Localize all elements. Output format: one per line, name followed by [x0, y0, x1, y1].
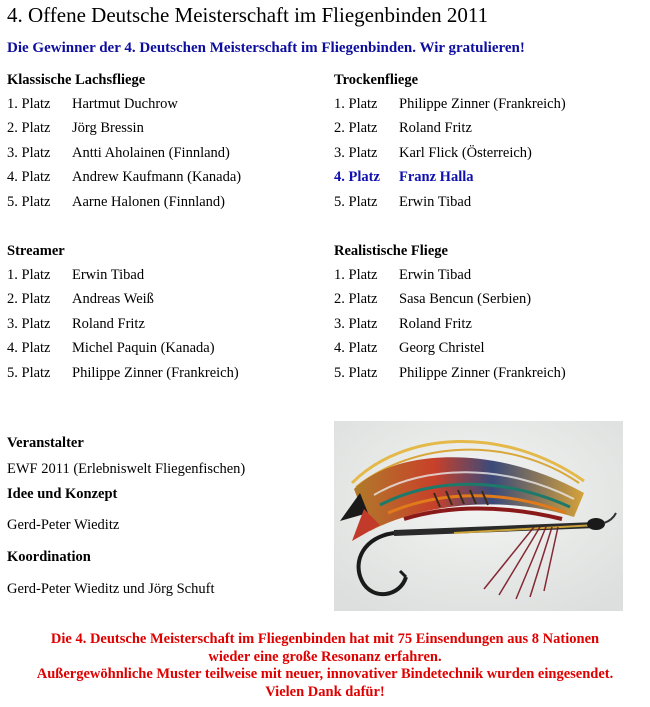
- winner-name: Sasa Bencun (Serbien): [399, 291, 532, 307]
- place-label: 1. Platz: [7, 267, 51, 283]
- result-row: [7, 340, 215, 357]
- place-label: 5. Platz: [334, 365, 378, 381]
- place-label: 4. Platz: [334, 169, 380, 185]
- place-label: 5. Platz: [7, 194, 51, 210]
- place-label: 2. Platz: [334, 291, 378, 307]
- category-heading-realistische-fliege: Realistische Fliege: [334, 243, 448, 259]
- result-row: [334, 340, 485, 357]
- winner-name: Philippe Zinner (Frankreich): [72, 365, 239, 381]
- result-row: [334, 291, 531, 308]
- winner-name: Philippe Zinner (Frankreich): [399, 365, 566, 381]
- result-row: [7, 194, 225, 211]
- place-label: 5. Platz: [334, 194, 378, 210]
- result-row: [334, 194, 471, 211]
- place-label: 4. Platz: [334, 340, 378, 356]
- place-label: 2. Platz: [334, 120, 378, 136]
- footer-line: Außergewöhnliche Muster teilweise mit neuer, innovativer Bindetechnik wurden eingesendet.: [36, 666, 614, 682]
- winner-name: Erwin Tibad: [399, 194, 472, 210]
- organizer-text: EWF 2011 (Erlebniswelt Fliegenfischen): [7, 461, 246, 477]
- result-row: [7, 267, 144, 284]
- result-row: [7, 291, 154, 308]
- winner-name: Franz Halla: [399, 169, 474, 185]
- winner-name: Karl Flick (Österreich): [399, 145, 532, 161]
- result-row: [334, 267, 471, 284]
- result-row: [334, 120, 472, 137]
- place-label: 2. Platz: [7, 120, 51, 136]
- place-label: 4. Platz: [7, 169, 51, 185]
- winner-name: Georg Christel: [399, 340, 485, 356]
- salmon-fly-photo: [334, 421, 623, 611]
- winner-name: Aarne Halonen (Finnland): [72, 194, 226, 210]
- page-title: 4. Offene Deutsche Meisterschaft im Fliegenbinden 2011: [7, 3, 489, 27]
- category-heading-streamer: Streamer: [7, 243, 65, 259]
- winner-name: Erwin Tibad: [72, 267, 145, 283]
- winner-name: Roland Fritz: [72, 316, 145, 332]
- result-row: [334, 316, 472, 333]
- coordination-heading: Koordination: [7, 549, 91, 565]
- result-row: [334, 145, 532, 162]
- winner-name: Hartmut Duchrow: [72, 96, 178, 112]
- result-row: [7, 169, 241, 186]
- result-row-highlighted: [334, 169, 474, 186]
- winner-name: Michel Paquin (Kanada): [72, 340, 215, 356]
- winner-name: Antti Aholainen (Finnland): [72, 145, 230, 161]
- salmon-fly-illustration: [334, 421, 623, 611]
- footer-line: Die 4. Deutsche Meisterschaft im Fliegenbinden hat mit 75 Einsendungen aus 8 Nationen: [50, 631, 600, 647]
- result-row: [7, 96, 178, 113]
- place-label: 1. Platz: [334, 267, 378, 283]
- result-row: [334, 365, 566, 382]
- winner-name: Philippe Zinner (Frankreich): [399, 96, 566, 112]
- category-heading-trockenfliege: Trockenfliege: [334, 72, 419, 88]
- footer-line: Vielen Dank dafür!: [265, 683, 385, 700]
- winner-name: Andrew Kaufmann (Kanada): [72, 169, 242, 185]
- winner-name: Andreas Weiß: [72, 291, 154, 307]
- winner-name: Roland Fritz: [399, 316, 472, 332]
- place-label: 4. Platz: [7, 340, 51, 356]
- footer-line: wieder eine große Resonanz erfahren.: [208, 648, 442, 665]
- concept-text: Gerd-Peter Wieditz: [7, 517, 120, 533]
- place-label: 1. Platz: [7, 96, 51, 112]
- concept-heading: Idee und Konzept: [7, 486, 118, 502]
- place-label: 3. Platz: [334, 145, 378, 161]
- winner-name: Roland Fritz: [399, 120, 472, 136]
- place-label: 2. Platz: [7, 291, 51, 307]
- winners-subtitle: Die Gewinner der 4. Deutschen Meisterschaft im Fliegenbinden. Wir gratulieren!: [7, 40, 525, 56]
- winner-name: Erwin Tibad: [399, 267, 472, 283]
- place-label: 5. Platz: [7, 365, 51, 381]
- organizer-heading: Veranstalter: [7, 435, 84, 451]
- place-label: 3. Platz: [334, 316, 378, 332]
- result-row: [334, 96, 566, 113]
- result-row: [7, 120, 144, 137]
- result-row: [7, 365, 239, 382]
- place-label: 3. Platz: [7, 145, 51, 161]
- place-label: 3. Platz: [7, 316, 51, 332]
- place-label: 1. Platz: [334, 96, 378, 112]
- winner-name: Jörg Bressin: [72, 120, 144, 136]
- result-row: [7, 316, 145, 333]
- result-row: [7, 145, 230, 162]
- coordination-text: Gerd-Peter Wieditz und Jörg Schuft: [7, 581, 215, 597]
- category-heading-klassische-lachsfliege: Klassische Lachsfliege: [7, 72, 146, 88]
- footer-message: [0, 631, 650, 701]
